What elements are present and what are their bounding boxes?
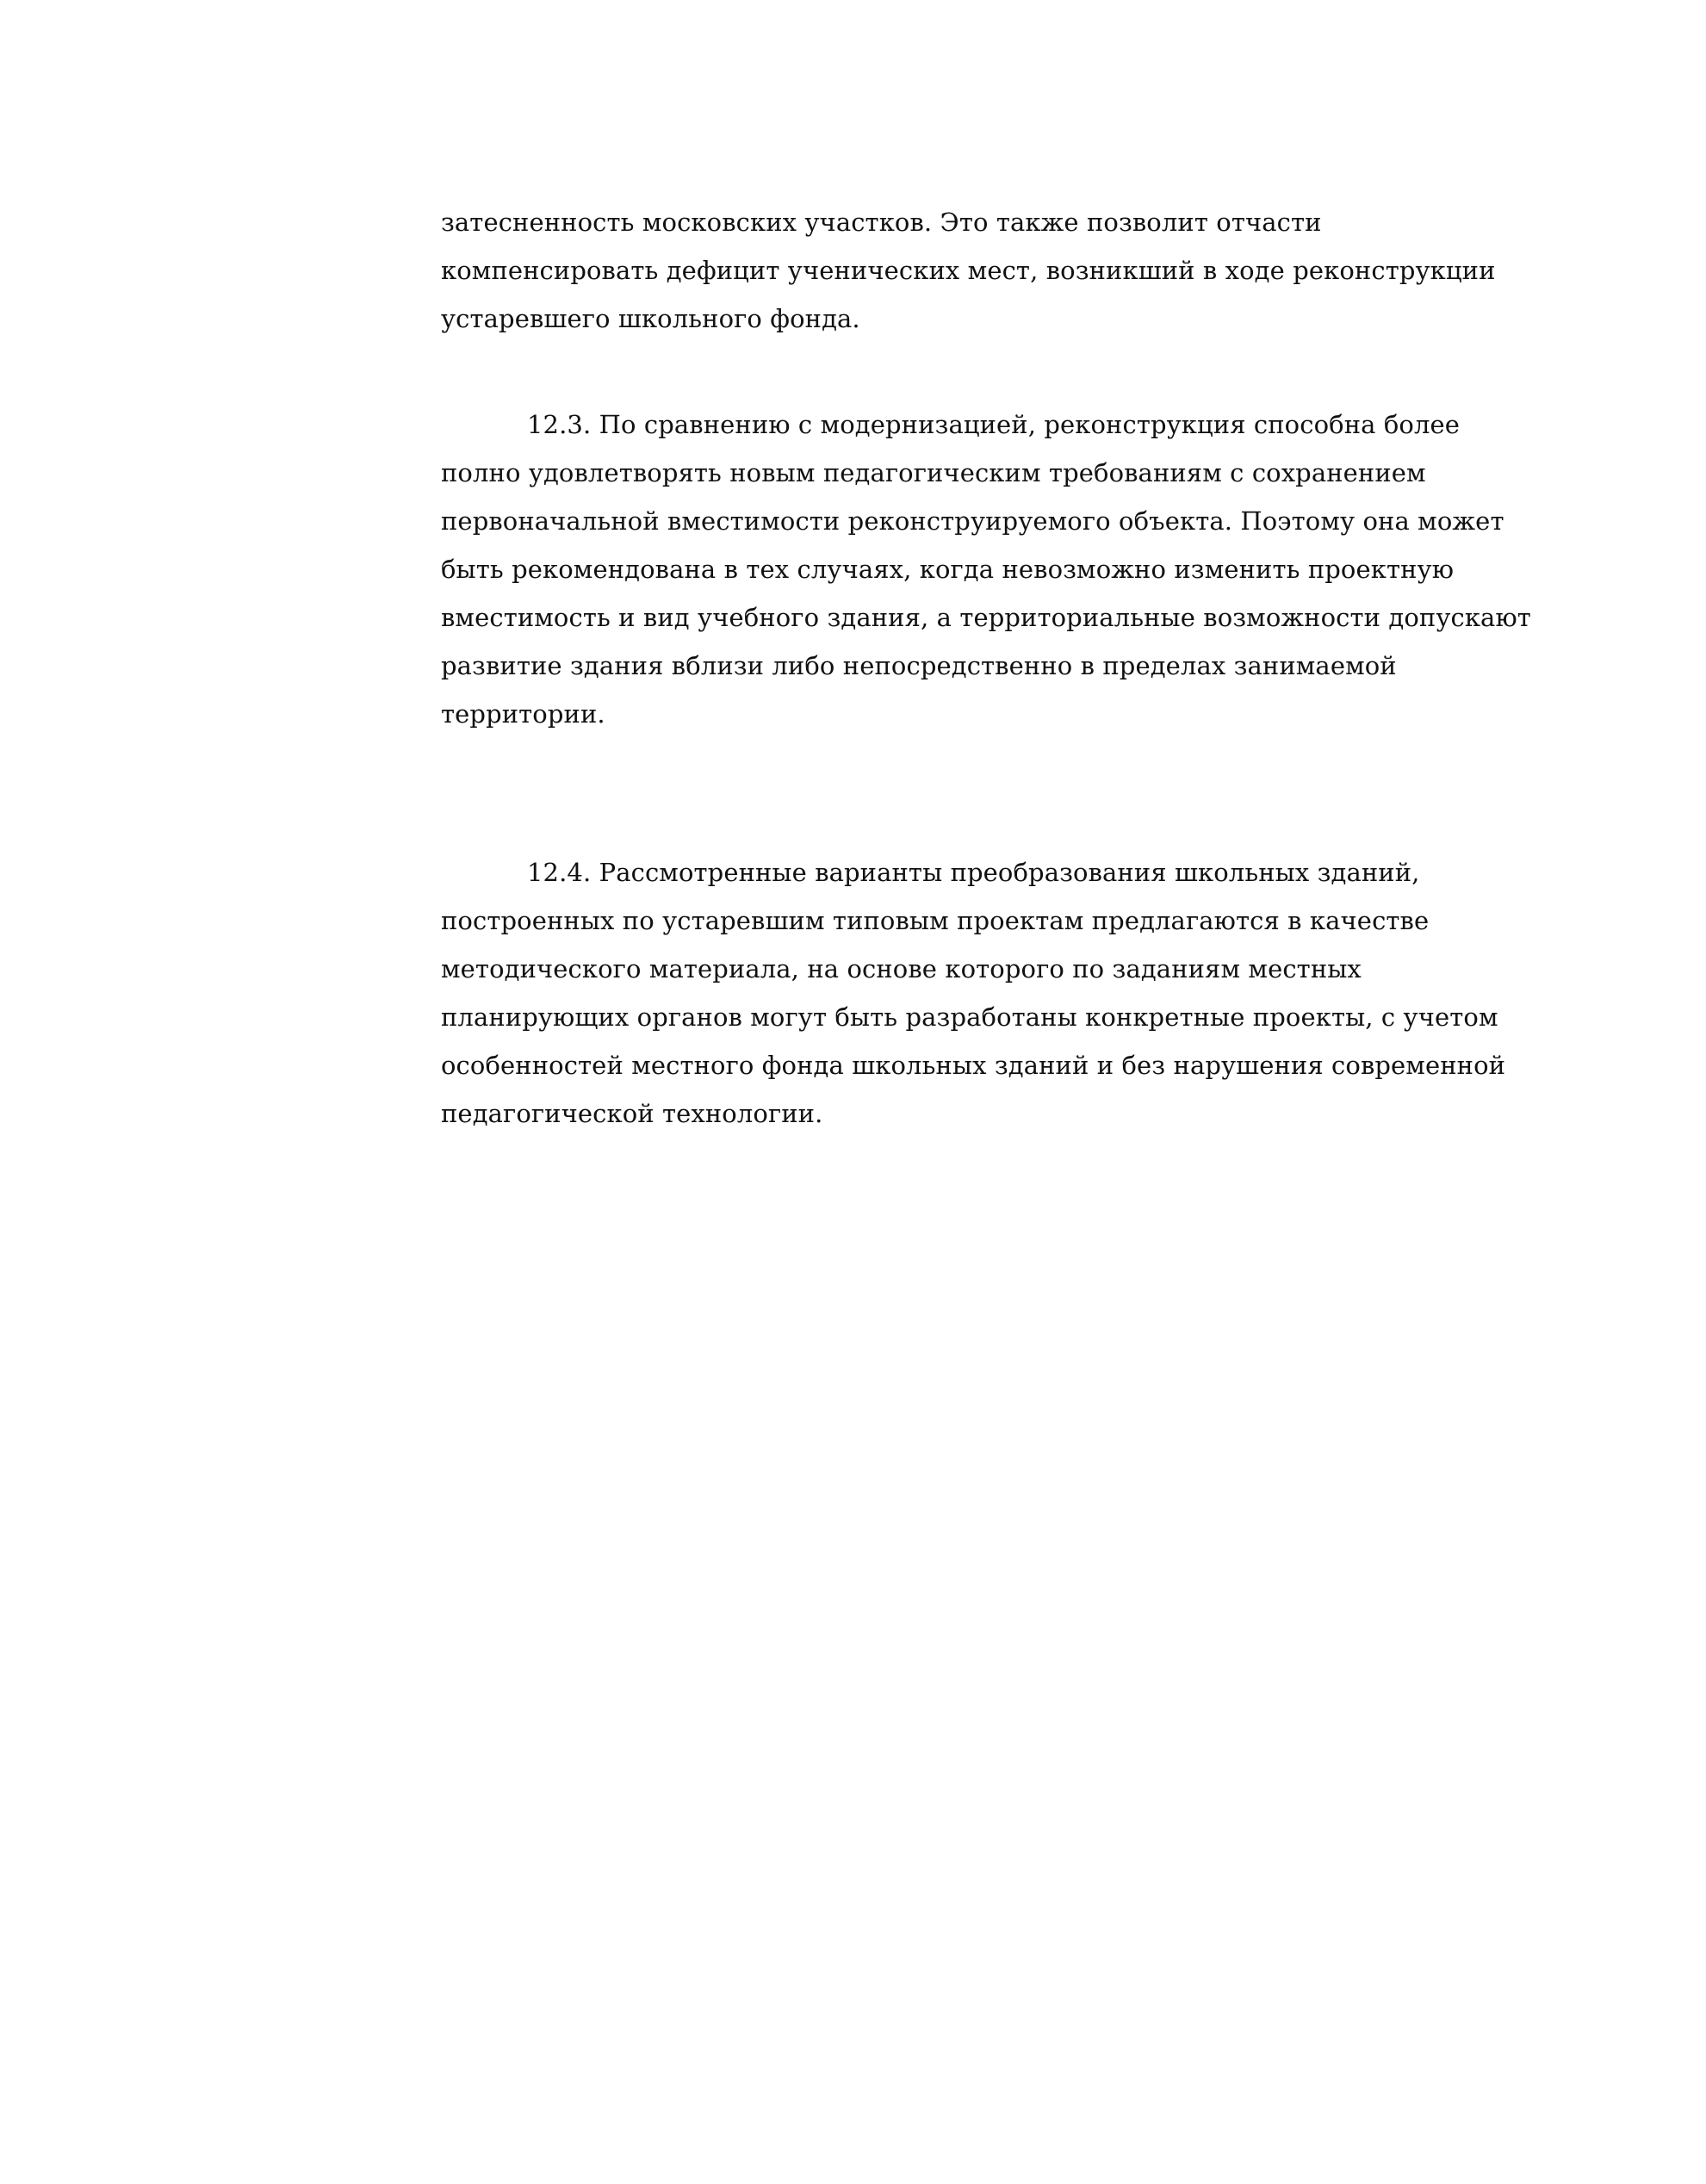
paragraph-section-12-3: [441, 400, 1586, 738]
text-line: компенсировать дефицит ученических мест, возникший в ходе реконструкции: [441, 256, 1496, 285]
text-line: первоначальной вместимости реконструируемого объекта. Поэтому она может: [441, 506, 1504, 536]
text-line: развитие здания вблизи либо непосредственно в пределах занимаемой: [441, 651, 1397, 680]
text-line: территории.: [441, 699, 605, 729]
text-line: методического материала, на основе которого по заданиям местных: [441, 954, 1362, 983]
text-line: вместимость и вид учебного здания, а территориальные возможности допускают: [441, 603, 1531, 632]
text-line: особенностей местного фонда школьных зданий и без нарушения современной: [441, 1051, 1506, 1080]
text-line: затесненность московских участков. Это также позволит отчасти: [441, 208, 1322, 237]
text-line: 12.4. Рассмотренные варианты преобразования школьных зданий,: [527, 858, 1420, 887]
paragraph-section-12-4: [441, 848, 1586, 1138]
text-line: полно удовлетворять новым педагогическим требованиям с сохранением: [441, 458, 1426, 487]
text-line: планирующих органов могут быть разработаны конкретные проекты, с учетом: [441, 1002, 1498, 1032]
text-line: построенных по устаревшим типовым проектам предлагаются в качестве: [441, 906, 1430, 935]
text-line: 12.3. По сравнению с модернизацией, реконструкция способна более: [527, 410, 1460, 439]
text-line: быть рекомендована в тех случаях, когда невозможно изменить проектную: [441, 555, 1455, 584]
text-line: устаревшего школьного фонда.: [441, 304, 860, 333]
text-line: педагогической технологии.: [441, 1099, 823, 1128]
paragraph-continuation: [441, 198, 1586, 343]
